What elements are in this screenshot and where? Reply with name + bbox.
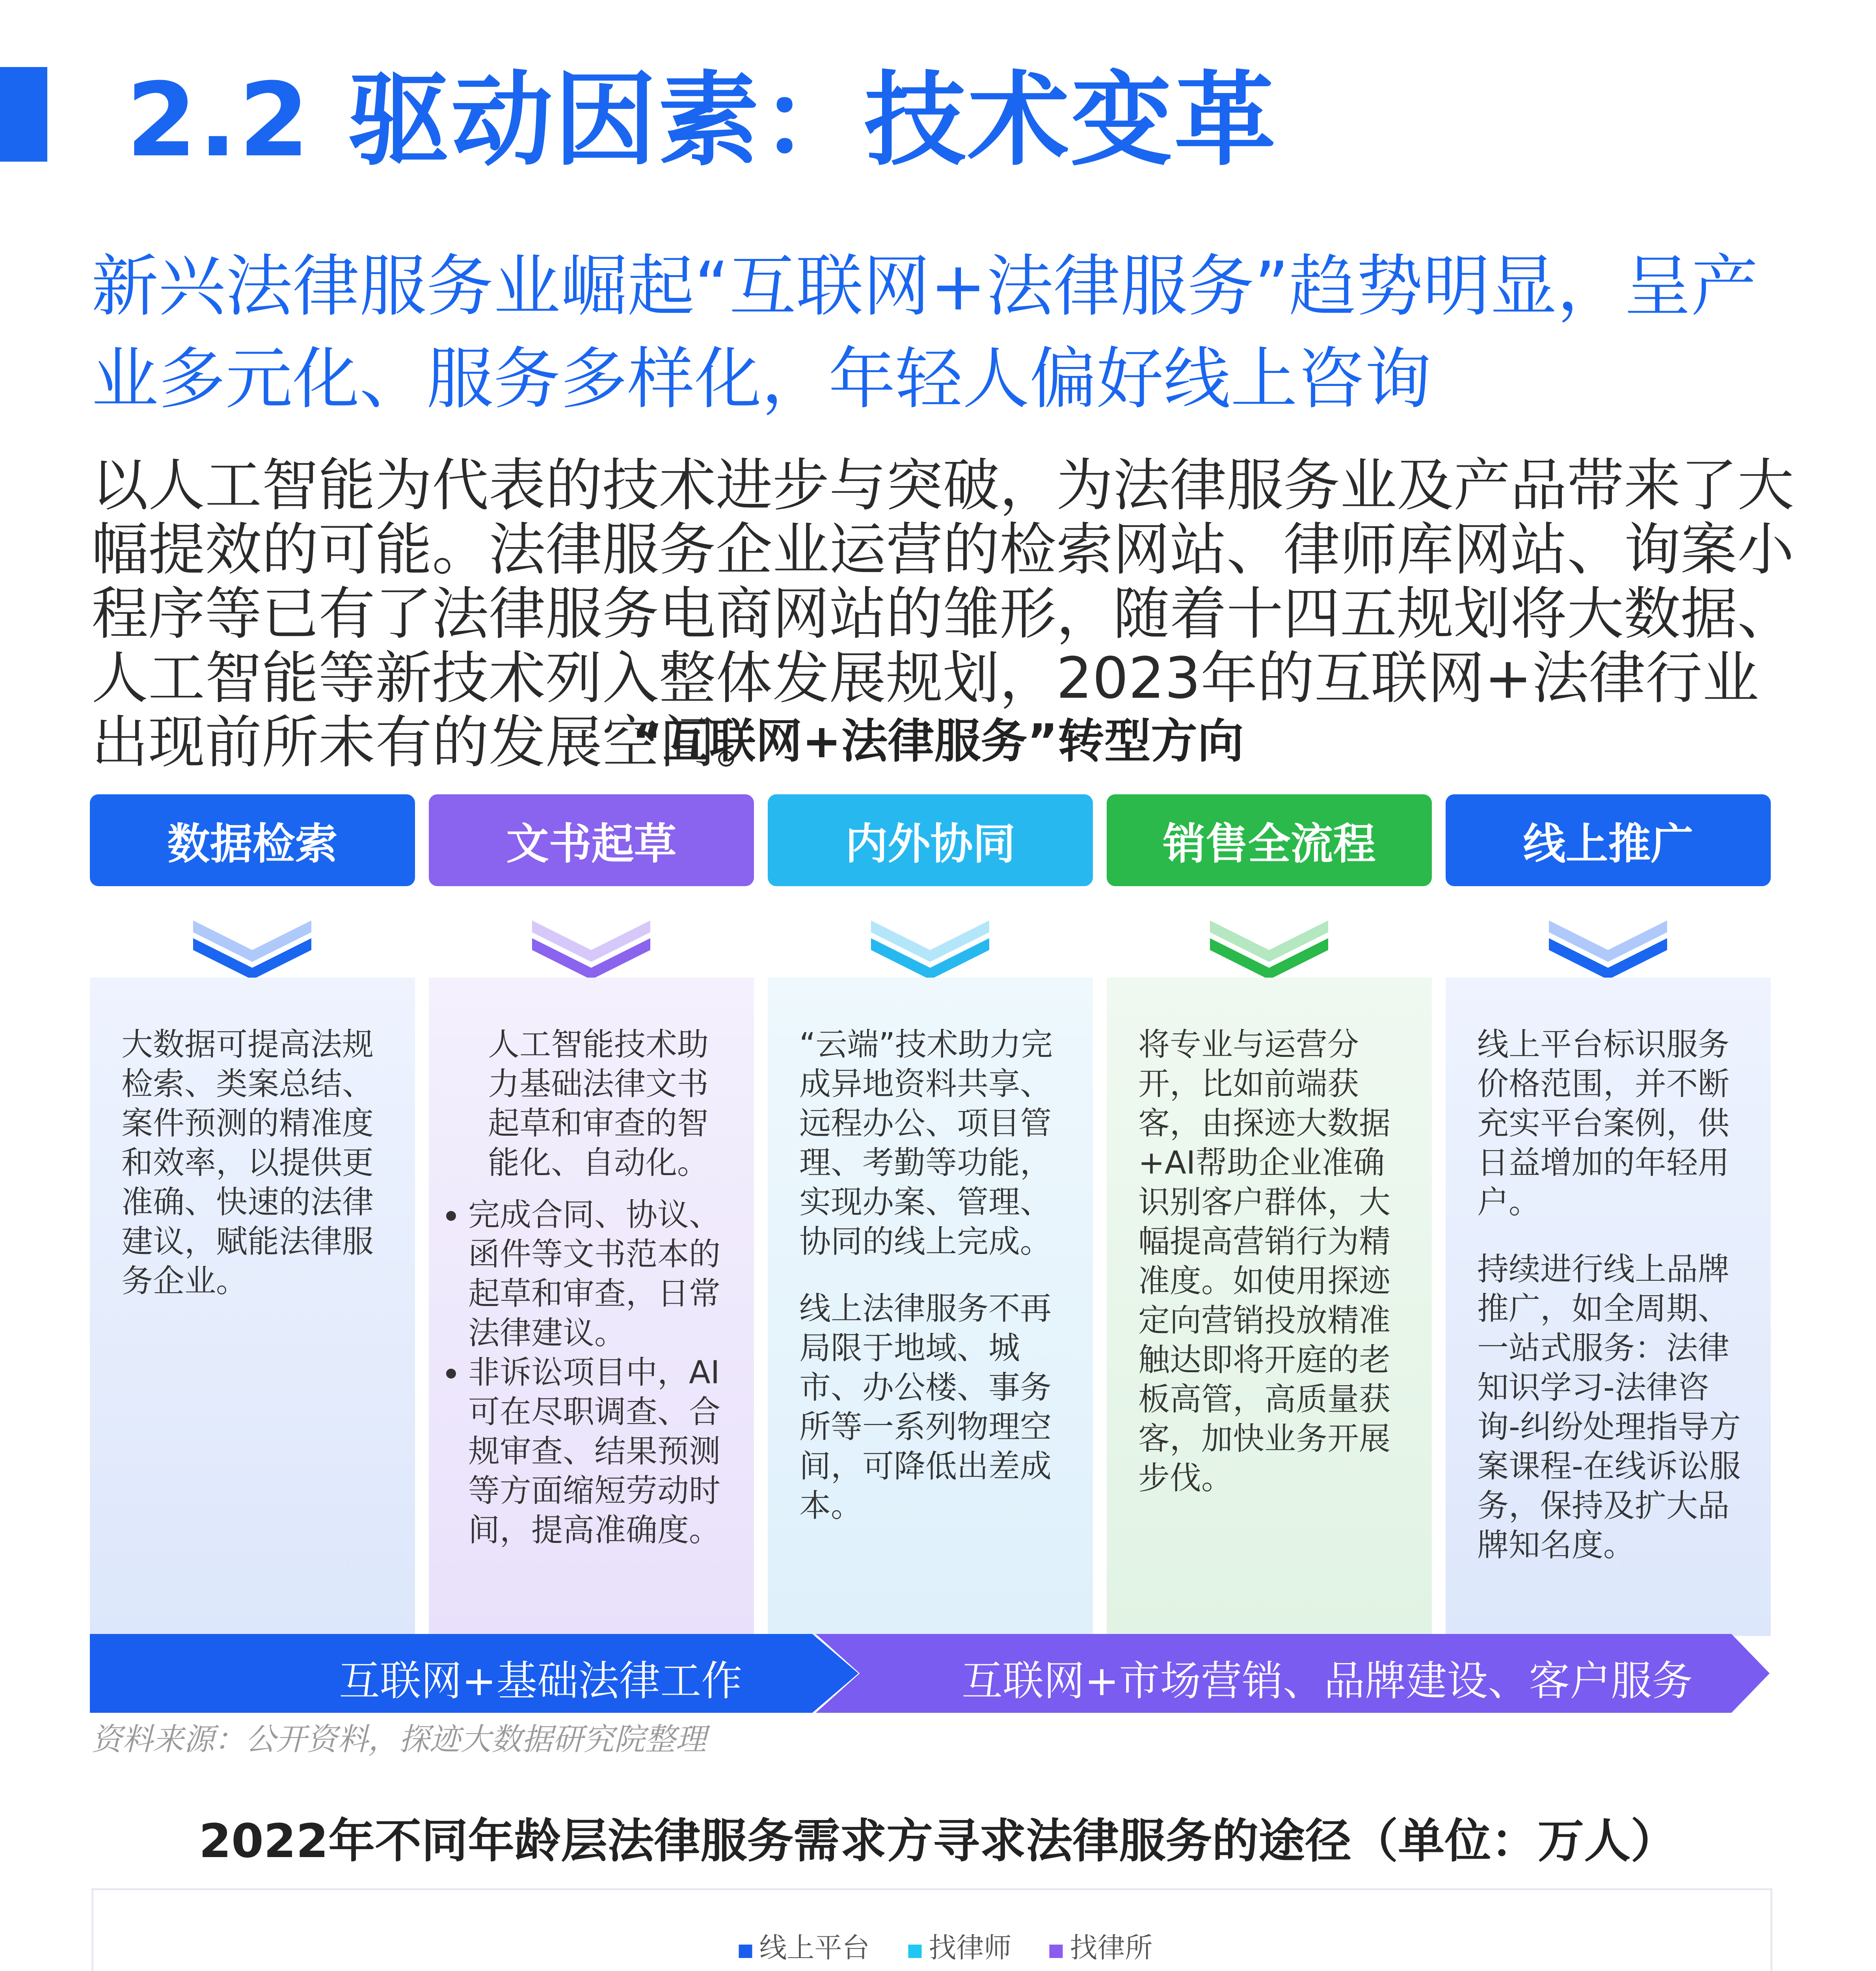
legend-swatch bbox=[739, 1945, 752, 1958]
list-item: • 非诉讼项目中，AI可在尽职调查、合规审查、结果预测等方面缩短劳动时间，提高准确度。 bbox=[468, 1353, 730, 1550]
column-text: 持续进行线上品牌推广，如全周期、一站式服务：法律知识学习-法律咨询-纠纷处理指导方案课程-在线诉讼服务，保持及扩大品牌知名度。 bbox=[1477, 1251, 1741, 1563]
chevron-down-icon bbox=[768, 911, 1093, 986]
chevron-down-icon bbox=[1107, 911, 1432, 986]
legend-label: 线上平台 bbox=[759, 1932, 870, 1964]
column-body-collaboration bbox=[768, 978, 1093, 1636]
chevron-down-icon bbox=[429, 911, 754, 986]
diagram-source-note: 资料来源：公开资料，探迹大数据研究院整理 bbox=[91, 1722, 707, 1757]
banner-left-label: 互联网+基础法律工作 bbox=[339, 1657, 743, 1705]
column-body-sales-process bbox=[1107, 978, 1432, 1636]
column-text: 大数据可提高法规检索、类案总结、案件预测的精准度和效率，以提供更准确、快速的法律建议，赋能法律服务企业。 bbox=[121, 1026, 374, 1299]
title-accent-bar bbox=[0, 67, 47, 162]
column-text: “云端”技术助力完成异地资料共享、远程办公、项目管理、考勤等功能，实现办案、管理、协同的线上完成。 bbox=[799, 1026, 1053, 1260]
legend-swatch bbox=[908, 1945, 922, 1958]
intro-paragraph: 以人工智能为代表的技术进步与突破，为法律服务业及产品带来了大幅提效的可能。法律服务企业运营的检索网站、律师库网站、询案小程序等已有了法律服务电商网站的雏形，随着十四五规划将大数据、人工智能等新技术列入整体发展规划，2023年的互联网+法律行业出现前所未有的发展空间。 bbox=[91, 452, 1794, 775]
column-body-document-drafting bbox=[429, 978, 754, 1636]
chevron-down-icon bbox=[1446, 911, 1771, 986]
column-text: 将专业与运营分开，比如前端获客，由探迹大数据+AI帮助企业准确识别客户群体，大幅提高营销行为精准度。如使用探迹定向营销投放精准触达即将开庭的老板高管，高质量获客，加快业务开展步伐。 bbox=[1138, 1026, 1390, 1496]
legend-swatch bbox=[1050, 1945, 1063, 1958]
category-header-data-search: 数据检索 bbox=[90, 794, 415, 886]
chart-title: 2022年不同年龄层法律服务需求方寻求法律服务的途径（单位：万人） bbox=[199, 1814, 1677, 1868]
chevron-down-icon bbox=[90, 911, 415, 986]
column-text: 人工智能技术助力基础法律文书起草和审查的智能化、自动化。 bbox=[488, 1026, 709, 1181]
category-header-online-promotion: 线上推广 bbox=[1446, 794, 1771, 886]
legend-label: 找律师 bbox=[929, 1932, 1012, 1964]
diagram-title: “互联网+法律服务”转型方向 bbox=[632, 714, 1244, 768]
column-text: 线上平台标识服务价格范围，并不断充实平台案例，供日益增加的年轻用户。 bbox=[1477, 1026, 1729, 1220]
page-title: 2.2 驱动因素：技术变革 bbox=[126, 61, 1277, 179]
column-body-data-search bbox=[90, 978, 415, 1636]
category-header-sales-process: 销售全流程 bbox=[1107, 794, 1432, 886]
legend-label: 找律所 bbox=[1070, 1932, 1153, 1964]
banner-right-label: 互联网+市场营销、品牌建设、客户服务 bbox=[962, 1657, 1693, 1705]
list-item: • 完成合同、协议、函件等文书范本的起草和审查，日常法律建议。 bbox=[468, 1195, 730, 1353]
column-bullet-list bbox=[429, 1195, 730, 1550]
category-header-document-drafting: 文书起草 bbox=[429, 794, 754, 886]
bar-chart bbox=[91, 1888, 1772, 1971]
subheadline: 新兴法律服务业崛起“互联网+法律服务”趋势明显，呈产业多元化、服务多样化，年轻人偏好线上咨询 bbox=[91, 248, 1758, 418]
column-text: 线上法律服务不再局限于地域、城市、办公楼、事务所等一系列物理空间，可降低出差成本。 bbox=[799, 1290, 1052, 1524]
category-header-collaboration: 内外协同 bbox=[768, 794, 1093, 886]
column-body-online-promotion bbox=[1446, 978, 1771, 1636]
